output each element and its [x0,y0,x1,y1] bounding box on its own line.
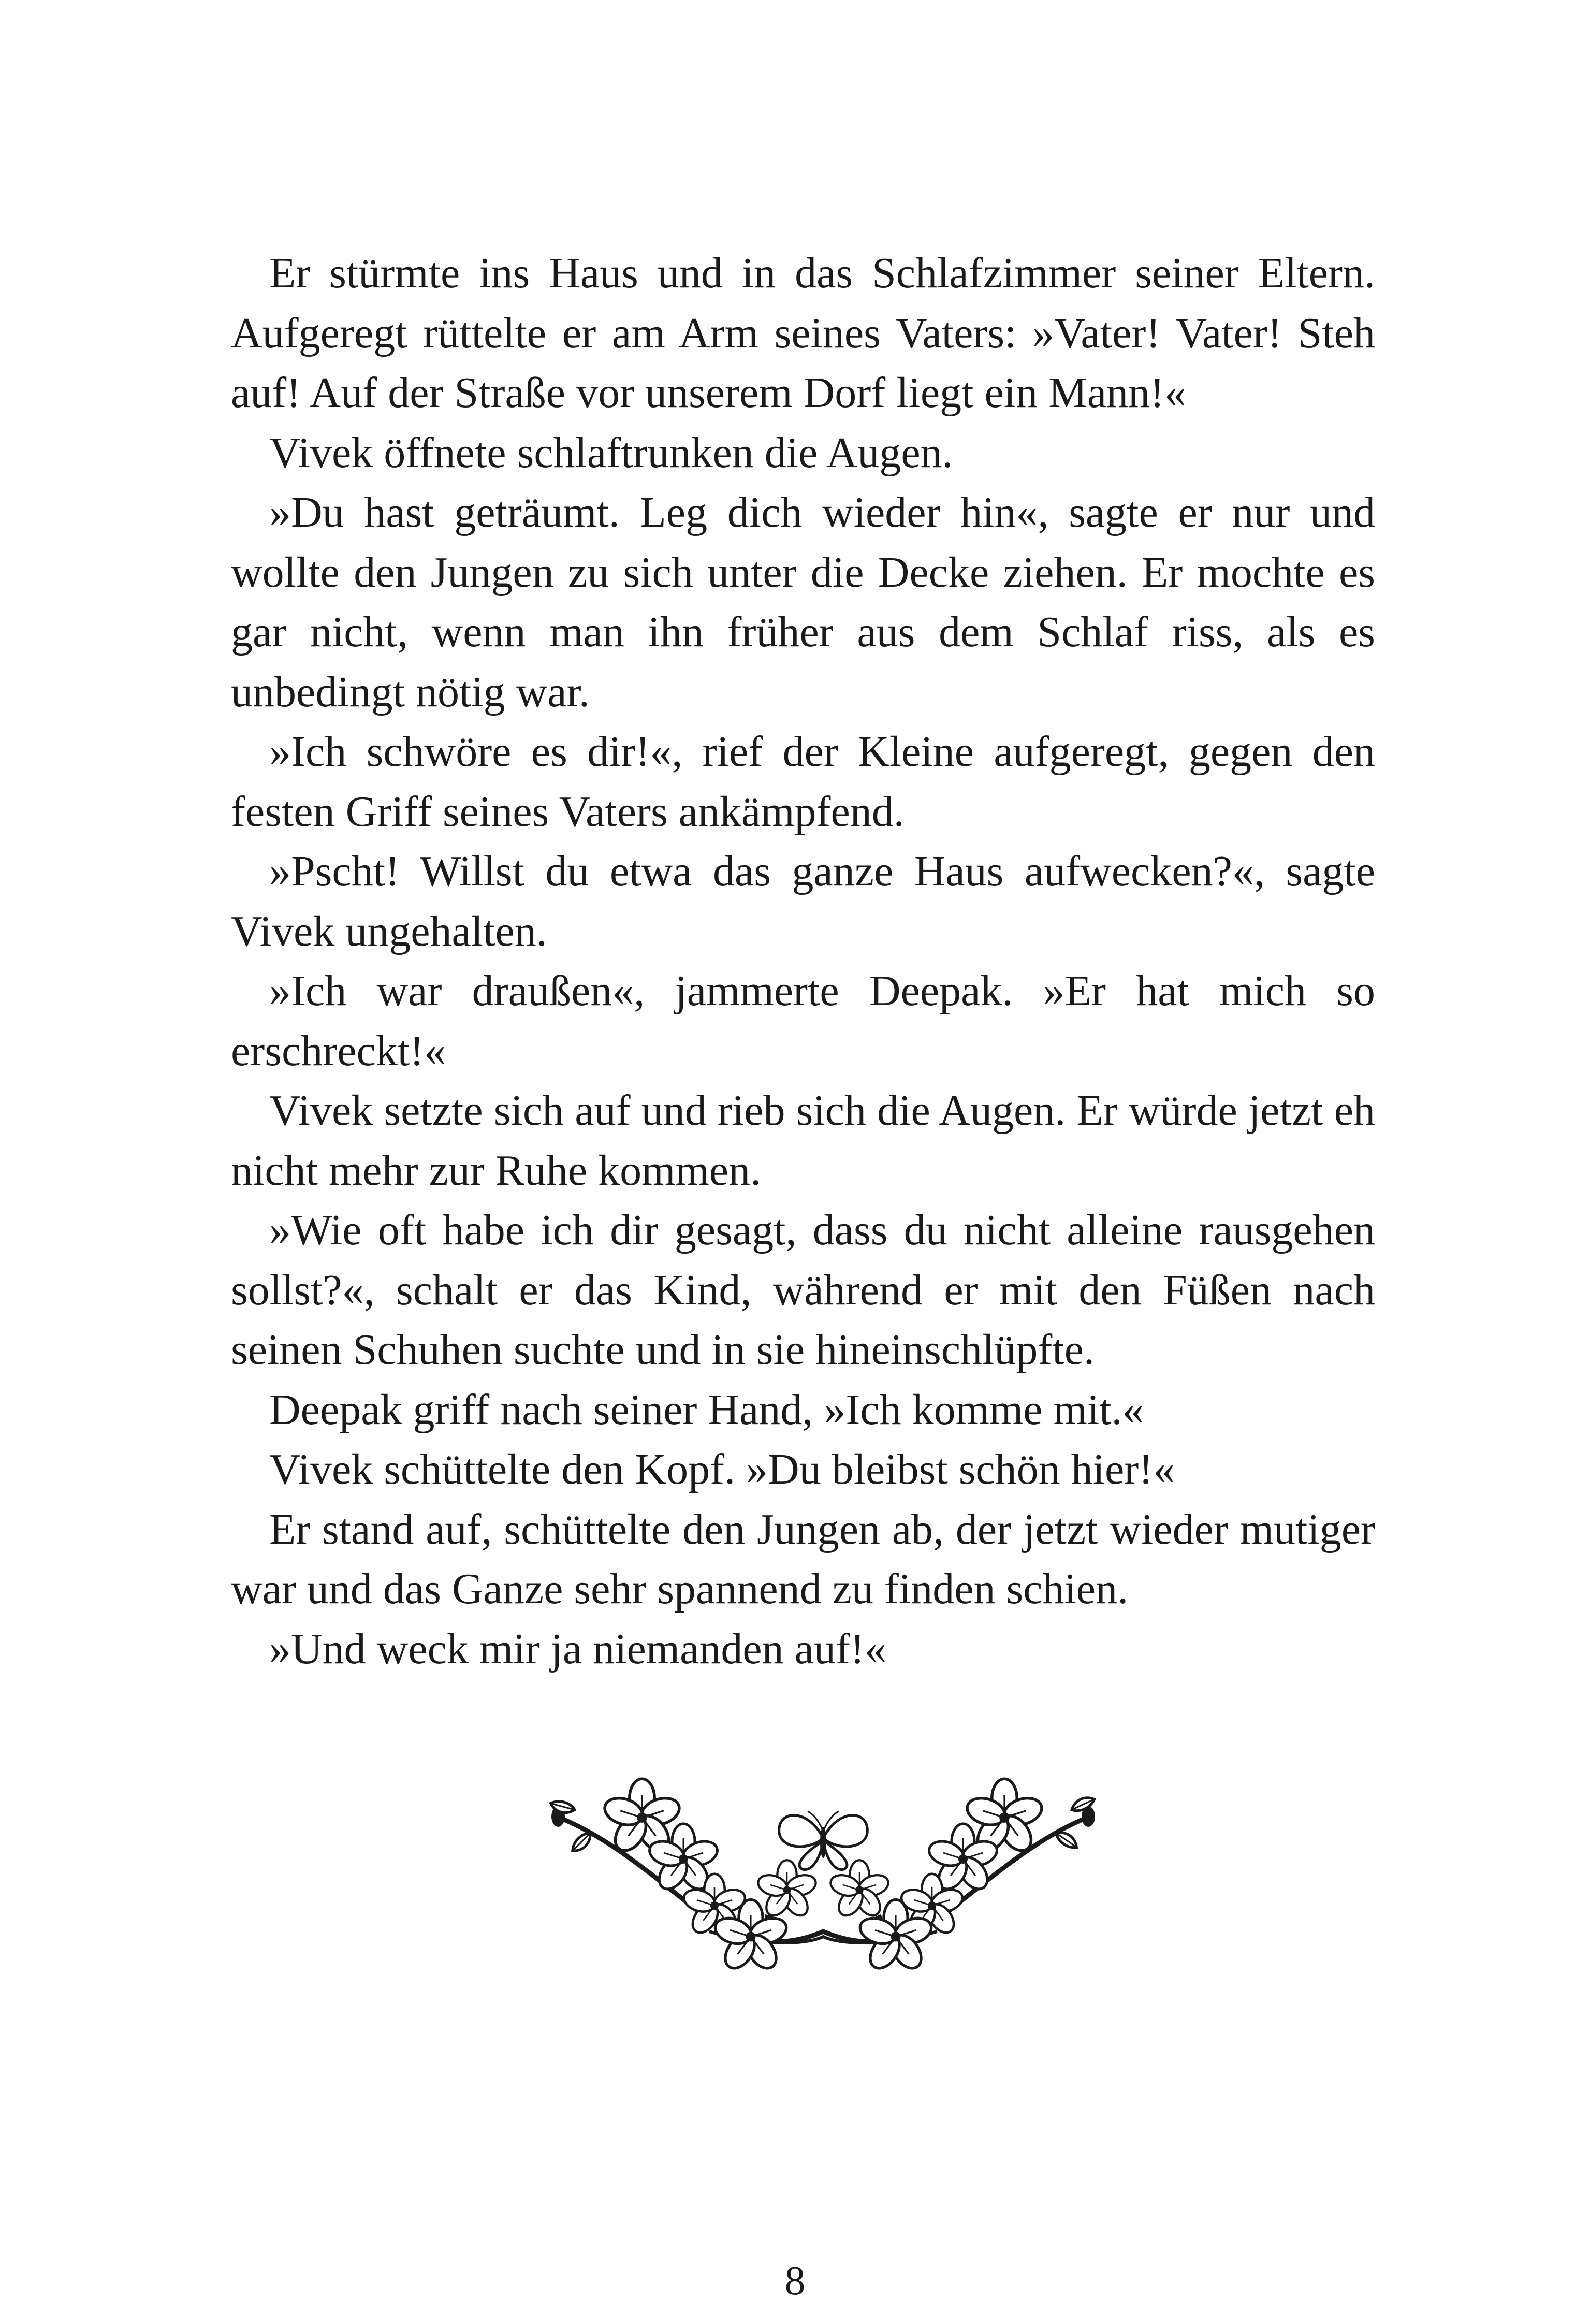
paragraph: »Du hast geträumt. Leg dich wieder hin«, sagte er nur und wollte den Jungen zu sich unter die Decke ziehen. Er mochte es gar nicht, wenn man ihn früher aus dem Schlaf riss, als es unbedingt nötig war. [231,488,1375,716]
paragraph: »Ich schwöre es dir!«, rief der Kleine aufgeregt, gegen den festen Griff seines Vaters ankämpfend. [231,728,1375,836]
paragraph: Vivek schüttelte den Kopf. »Du bleibst schön hier!« [269,1445,1175,1493]
paragraph: Vivek setzte sich auf und rieb sich die Augen. Er würde jetzt eh nicht mehr zur Ruhe kommen. [231,1086,1375,1195]
paragraph: Er stürmte ins Haus und in das Schlafzimmer seiner Eltern. Aufgeregt rüttelte er am Arm seines Vaters: »Vater! Vater! Steh auf! Auf der Straße vor unserem Dorf liegt ein Mann!« [231,249,1375,417]
body-text [231,243,1375,1679]
paragraph: Er stand auf, schüttelte den Jungen ab, der jetzt wieder mutiger war und das Ganze sehr spannend zu finden schien. [231,1505,1375,1613]
paragraph: »Und weck mir ja niemanden auf!« [269,1624,886,1673]
paragraph: »Pscht! Willst du etwa das ganze Haus aufwecken?«, sagte Vivek ungehalten. [231,847,1375,955]
floral-vignette-icon [538,1761,1108,1978]
paragraph: Vivek öffnete schlaftrunken die Augen. [269,428,953,477]
paragraph: »Wie oft habe ich dir gesagt, dass du nicht alleine rausgehen sollst?«, schalt er das Kind, während er mit den Füßen nach seinen Schuhen suchte und in sie hineinschlüpfte. [231,1206,1375,1374]
paragraph: »Ich war draußen«, jammerte Deepak. »Er hat mich so erschreckt!« [231,967,1375,1075]
paragraph: Deepak griff nach seiner Hand, »Ich komme mit.« [269,1385,1144,1434]
page-number: 8 [784,2258,806,2304]
